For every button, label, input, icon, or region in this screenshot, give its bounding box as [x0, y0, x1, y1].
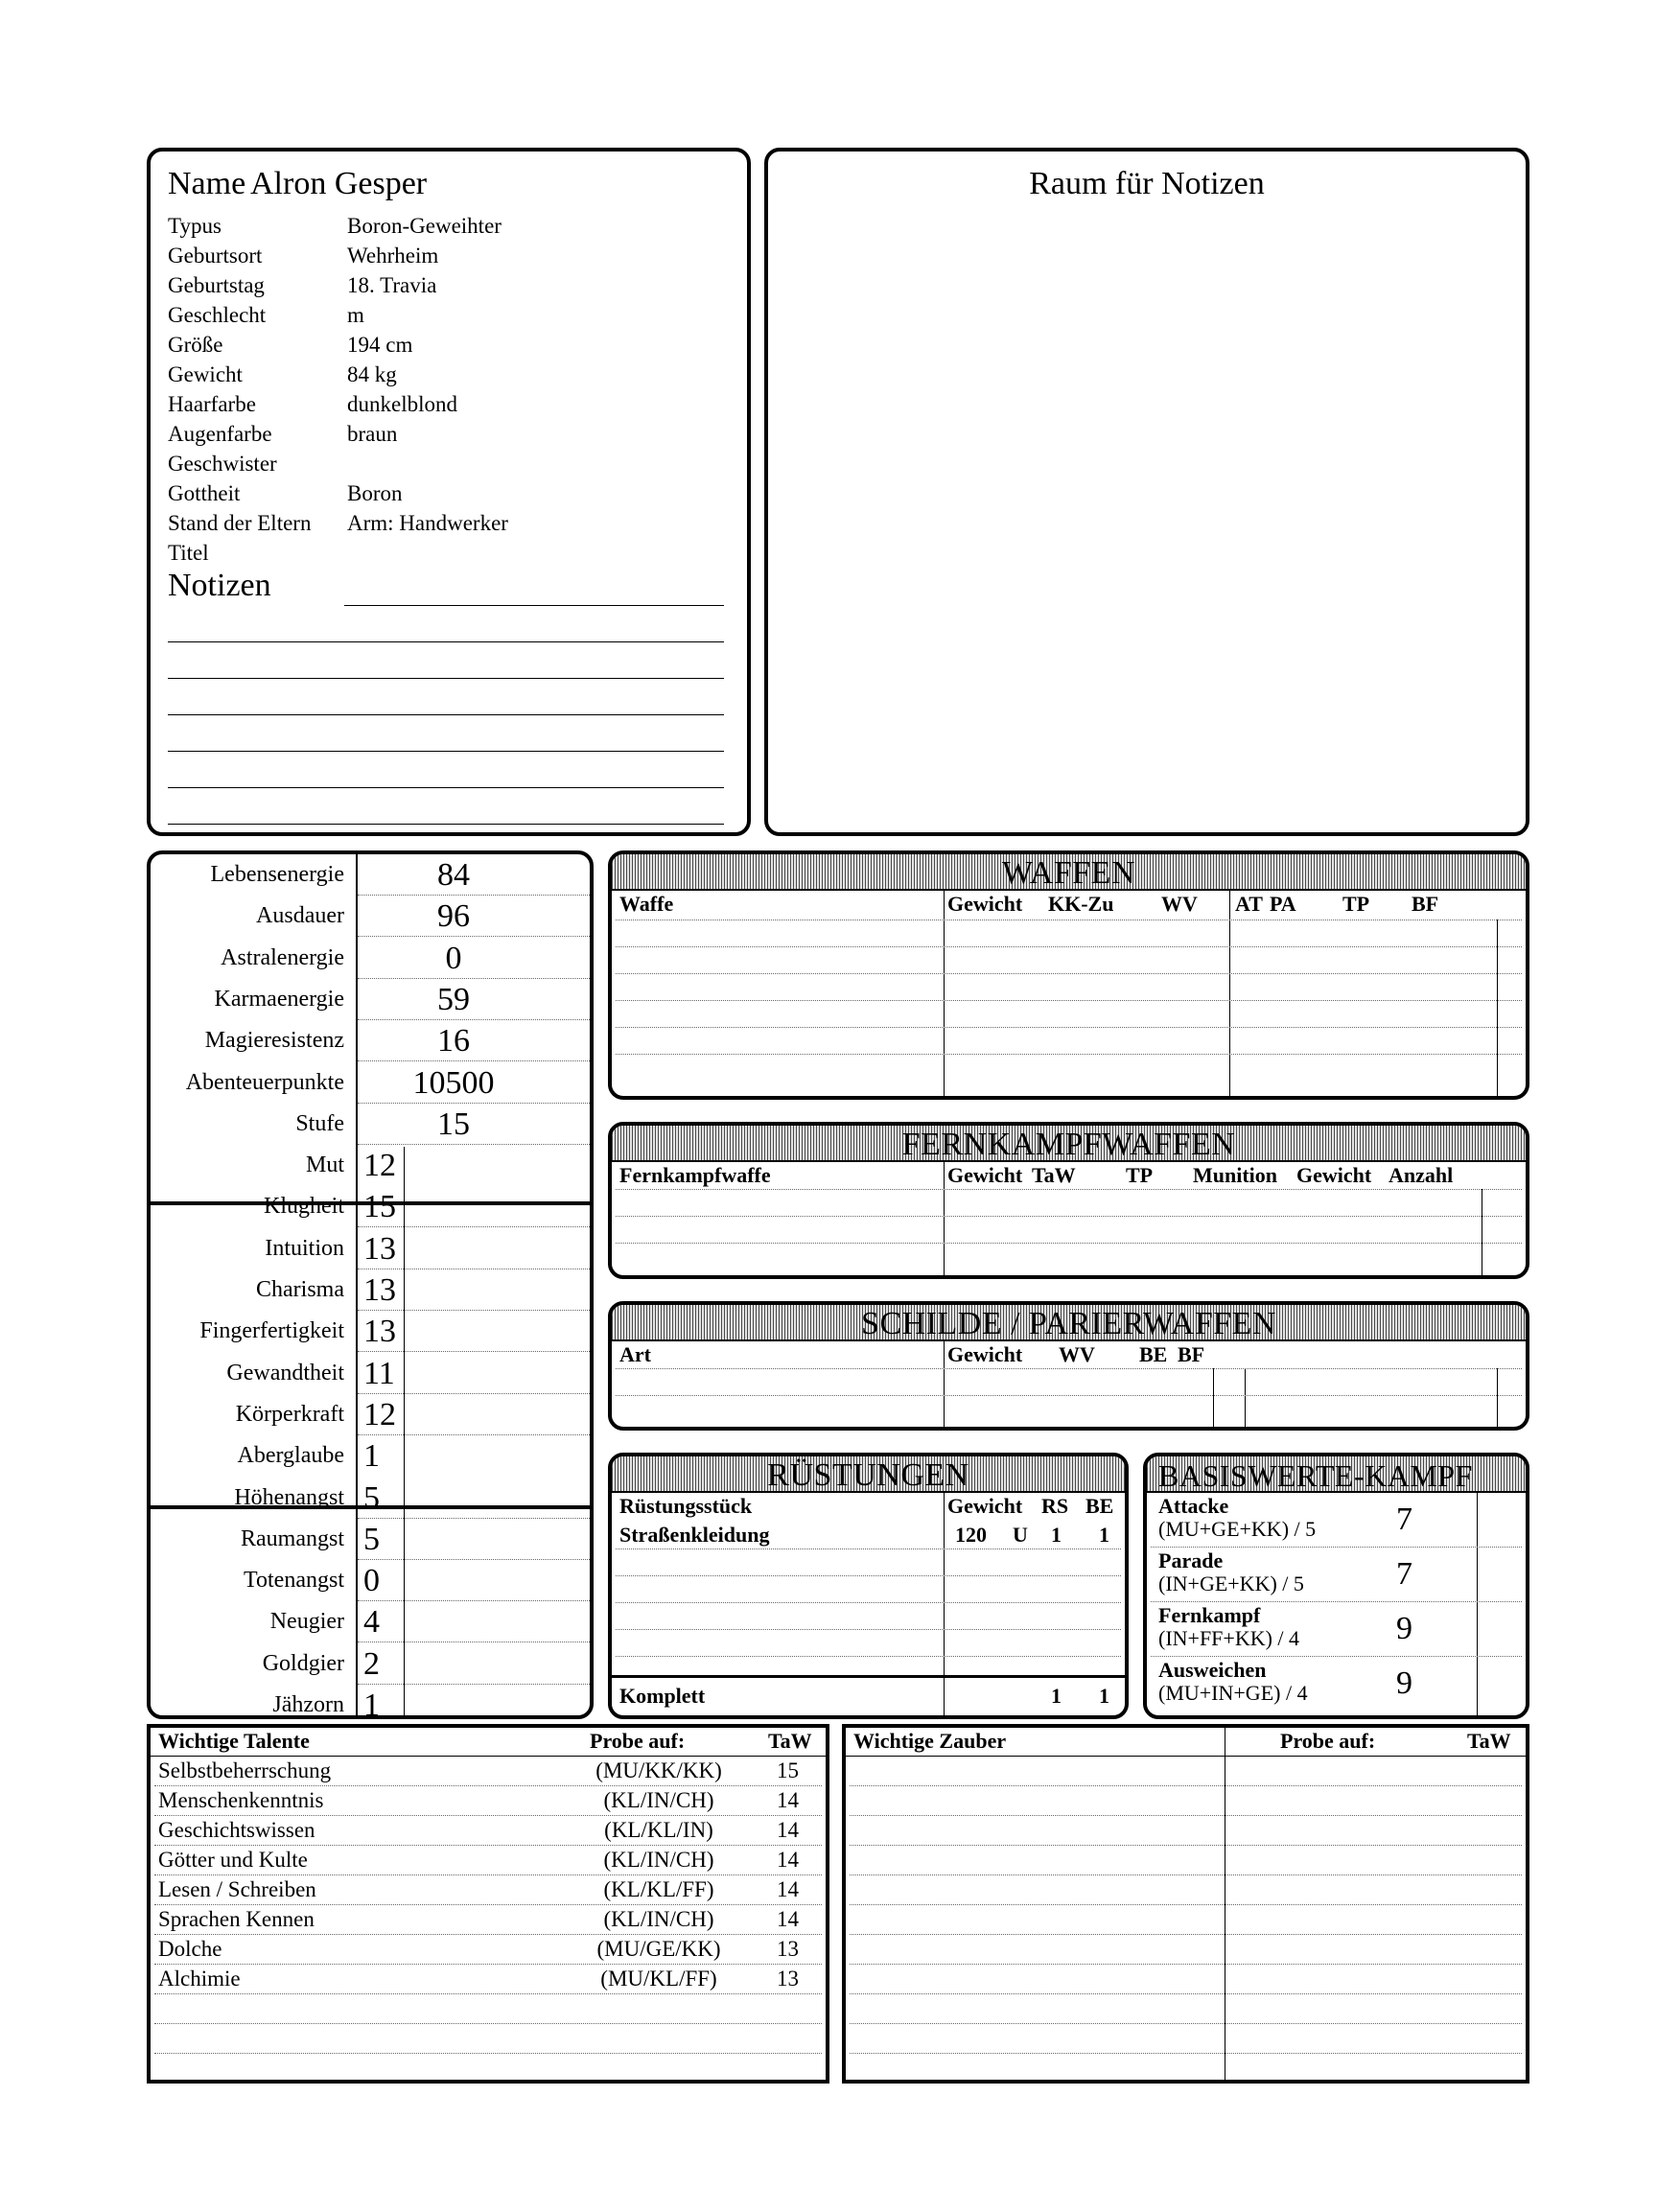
talent-name: Geschichtswissen: [158, 1818, 315, 1842]
stat-label: Lebensenergie: [210, 862, 344, 887]
attribute-value[interactable]: 5: [363, 1479, 380, 1516]
talent-probe: (KL/IN/CH): [603, 1848, 714, 1872]
talent-taw[interactable]: 14: [777, 1788, 799, 1812]
stat-label: Stufe: [295, 1110, 344, 1136]
basis-label: Fernkampf: [1158, 1603, 1261, 1627]
attribute-label: Aberglaube: [237, 1443, 344, 1469]
name-value[interactable]: Alron Gesper: [250, 166, 428, 201]
attribute-value[interactable]: 1: [363, 1438, 380, 1475]
attribute-value[interactable]: 13: [363, 1314, 396, 1350]
personal-field-value[interactable]: 84 kg: [347, 362, 397, 386]
talent-taw[interactable]: 14: [777, 1907, 799, 1931]
talent-probe: (KL/IN/CH): [603, 1907, 714, 1931]
zauber-box: [842, 1724, 1529, 2084]
attribute-value[interactable]: 12: [363, 1396, 396, 1432]
personal-field-label: Gottheit: [168, 481, 241, 505]
attribute-label: Körperkraft: [235, 1401, 344, 1427]
stat-value[interactable]: 59: [437, 981, 470, 1017]
waffen-col-gewicht: Gewicht: [947, 892, 1023, 916]
waffen-col-bf: BF: [1412, 892, 1439, 916]
personal-field-value[interactable]: braun: [347, 422, 398, 446]
fernkampf-title: FERNKAMPFWAFFEN: [612, 1126, 1526, 1162]
talent-name: Lesen / Schreiben: [158, 1877, 316, 1901]
personal-field-label: Titel: [168, 541, 209, 565]
personal-field-value[interactable]: Wehrheim: [347, 244, 439, 268]
zauber-header-taw: TaW: [1467, 1729, 1511, 1753]
basis-label: Attacke: [1158, 1494, 1229, 1518]
talent-taw[interactable]: 14: [777, 1877, 799, 1901]
attribute-label: Intuition: [265, 1235, 344, 1261]
waffen-col-at: AT: [1235, 892, 1263, 916]
personal-field-value[interactable]: m: [347, 303, 364, 327]
fk-col-tp: TP: [1126, 1163, 1154, 1187]
talent-probe: (MU/KK/KK): [595, 1758, 722, 1782]
talent-name: Götter und Kulte: [158, 1848, 308, 1872]
stat-label: Ausdauer: [256, 903, 344, 929]
talent-taw[interactable]: 13: [777, 1967, 799, 1991]
name-label: Name: [168, 166, 246, 201]
personal-field-label: Geschwister: [168, 452, 277, 476]
attribute-label: Neugier: [269, 1609, 344, 1635]
personal-field-value[interactable]: dunkelblond: [347, 392, 457, 416]
talent-probe: (KL/IN/CH): [603, 1788, 714, 1812]
personal-field-label: Augenfarbe: [168, 422, 272, 446]
personal-field-label: Typus: [168, 214, 222, 238]
basis-label: Ausweichen: [1158, 1658, 1267, 1682]
basis-formula: (MU+GE+KK) / 5: [1158, 1517, 1317, 1541]
ruest-row-unit: U: [1013, 1523, 1028, 1547]
ruest-col-be: BE: [1085, 1494, 1114, 1518]
talente-box: [147, 1724, 829, 2084]
personal-field-label: Geburtstag: [168, 273, 265, 297]
personal-field-label: Geburtsort: [168, 244, 263, 268]
notes-label: Notizen: [168, 568, 271, 603]
talent-name: Menschenkenntnis: [158, 1788, 324, 1812]
notes-area-box[interactable]: [764, 148, 1529, 836]
talente-header-probe: Probe auf:: [590, 1729, 686, 1753]
attribute-label: Goldgier: [262, 1650, 344, 1676]
talent-taw[interactable]: 13: [777, 1937, 799, 1961]
ruestungen-box: [608, 1453, 1129, 1719]
waffen-col-kkzu: KK-Zu: [1048, 892, 1114, 916]
waffen-col-tp: TP: [1342, 892, 1370, 916]
attribute-value[interactable]: 5: [363, 1521, 380, 1557]
basis-formula: (IN+FF+KK) / 4: [1158, 1626, 1300, 1650]
schild-col-wv: WV: [1059, 1342, 1095, 1366]
stat-value[interactable]: 84: [437, 857, 470, 893]
stat-label: Karmaenergie: [214, 986, 344, 1012]
talent-name: Alchimie: [158, 1967, 241, 1991]
stat-value[interactable]: 16: [437, 1023, 470, 1059]
ruest-total-be: 1: [1099, 1684, 1109, 1708]
attribute-label: Totenangst: [244, 1568, 344, 1594]
talent-probe: (KL/KL/FF): [603, 1877, 714, 1901]
talent-name: Sprachen Kennen: [158, 1907, 315, 1931]
fk-col-taw: TaW: [1032, 1163, 1076, 1187]
personal-field-value[interactable]: 18. Travia: [347, 273, 437, 297]
waffen-box: [608, 850, 1529, 1100]
talente-header-name: Wichtige Talente: [158, 1729, 310, 1753]
attribute-value[interactable]: 11: [363, 1355, 395, 1391]
zauber-header-name: Wichtige Zauber: [853, 1729, 1007, 1753]
basiswerte-box: [1143, 1453, 1529, 1719]
ruest-row-gewicht: 120: [955, 1523, 987, 1547]
stat-label: Astralenergie: [221, 944, 344, 970]
talente-header-taw: TaW: [768, 1729, 812, 1753]
attribute-label: Jähzorn: [272, 1692, 344, 1717]
schild-col-art: Art: [619, 1342, 651, 1366]
schild-col-gewicht: Gewicht: [947, 1342, 1023, 1366]
attribute-label: Charisma: [256, 1277, 344, 1302]
attribute-label: Mut: [305, 1153, 344, 1178]
talent-probe: (MU/KL/FF): [600, 1967, 717, 1991]
attribute-label: Gewandtheit: [226, 1360, 344, 1385]
personal-field-label: Geschlecht: [168, 303, 267, 327]
personal-field-label: Gewicht: [168, 362, 243, 386]
attribute-label: Höhenangst: [234, 1484, 344, 1510]
talent-taw[interactable]: 14: [777, 1818, 799, 1842]
fk-col-gewicht2: Gewicht: [1296, 1163, 1372, 1187]
schild-col-be: BE: [1139, 1342, 1168, 1366]
stat-value[interactable]: 10500: [412, 1064, 495, 1101]
attribute-value[interactable]: 12: [363, 1148, 396, 1184]
personal-field-value[interactable]: Boron-Geweihter: [347, 214, 502, 238]
attribute-value[interactable]: 13: [363, 1272, 396, 1308]
attribute-value[interactable]: 2: [363, 1645, 380, 1682]
talent-taw[interactable]: 15: [777, 1758, 799, 1782]
basis-label: Parade: [1158, 1548, 1224, 1572]
fk-col-anzahl: Anzahl: [1389, 1163, 1454, 1187]
notes-area-title: Raum für Notizen: [1029, 166, 1265, 201]
ruest-row-name: Straßenkleidung: [619, 1523, 770, 1547]
zauber-header-probe: Probe auf:: [1280, 1729, 1376, 1753]
ruest-col-gewicht: Gewicht: [947, 1494, 1023, 1518]
attribute-value[interactable]: 0: [363, 1563, 380, 1599]
basis-formula: (IN+GE+KK) / 5: [1158, 1572, 1304, 1595]
personal-info-box: [147, 148, 751, 836]
fernkampf-box: [608, 1122, 1529, 1279]
fk-col-waffe: Fernkampfwaffe: [619, 1163, 771, 1187]
talent-taw[interactable]: 14: [777, 1848, 799, 1872]
attribute-label: Raumangst: [241, 1525, 344, 1551]
basis-value[interactable]: 9: [1396, 1611, 1412, 1646]
attribute-value[interactable]: 1: [363, 1688, 380, 1723]
waffen-col-wv: WV: [1161, 892, 1198, 916]
stat-value[interactable]: 96: [437, 898, 470, 935]
ruest-row-rs: 1: [1051, 1523, 1062, 1547]
personal-field-label: Stand der Eltern: [168, 511, 312, 535]
fk-col-gewicht: Gewicht: [947, 1163, 1023, 1187]
personal-field-label: Größe: [168, 333, 223, 357]
stat-label: Magieresistenz: [204, 1028, 344, 1054]
personal-field-value[interactable]: Arm: Handwerker: [347, 511, 508, 535]
stat-label: Abenteuerpunkte: [185, 1069, 344, 1095]
stat-value[interactable]: 0: [445, 940, 462, 976]
talent-name: Dolche: [158, 1937, 222, 1961]
stats-attributes-box: [147, 850, 594, 1723]
ruest-row-be: 1: [1099, 1523, 1109, 1547]
ruest-total-label: Komplett: [619, 1684, 706, 1708]
personal-field-value[interactable]: 194 cm: [347, 333, 413, 357]
attribute-label: Fingerfertigkeit: [199, 1318, 344, 1344]
basis-value[interactable]: 7: [1396, 1556, 1412, 1592]
schilde-title: SCHILDE / PARIERWAFFEN: [612, 1305, 1526, 1341]
ruestungen-title: RÜSTUNGEN: [612, 1456, 1125, 1493]
ruest-col-stueck: Rüstungsstück: [619, 1494, 753, 1518]
stat-value[interactable]: 15: [437, 1106, 470, 1142]
talent-probe: (MU/GE/KK): [596, 1937, 721, 1961]
waffen-col-pa: PA: [1270, 892, 1296, 916]
basis-value[interactable]: 9: [1396, 1665, 1412, 1701]
fk-col-munition: Munition: [1193, 1164, 1278, 1187]
talent-name: Selbstbeherrschung: [158, 1758, 332, 1782]
attribute-value[interactable]: 4: [363, 1604, 380, 1641]
schild-col-bf: BF: [1178, 1342, 1205, 1366]
personal-field-label: Haarfarbe: [168, 392, 256, 416]
waffen-col-waffe: Waffe: [619, 892, 674, 916]
basis-formula: (MU+IN+GE) / 4: [1158, 1681, 1308, 1705]
basiswerte-title: BASISWERTE-KAMPF: [1147, 1456, 1526, 1493]
attribute-value[interactable]: 13: [363, 1230, 396, 1267]
basis-value[interactable]: 7: [1396, 1502, 1412, 1537]
ruest-col-rs: RS: [1041, 1494, 1069, 1518]
schilde-box: [608, 1301, 1529, 1431]
waffen-title: WAFFEN: [612, 854, 1526, 891]
talent-probe: (KL/KL/IN): [604, 1818, 713, 1842]
attribute-value[interactable]: 15: [363, 1189, 396, 1225]
ruest-total-rs: 1: [1051, 1684, 1062, 1708]
personal-field-value[interactable]: Boron: [347, 481, 403, 505]
attribute-label: Klugheit: [264, 1194, 344, 1220]
